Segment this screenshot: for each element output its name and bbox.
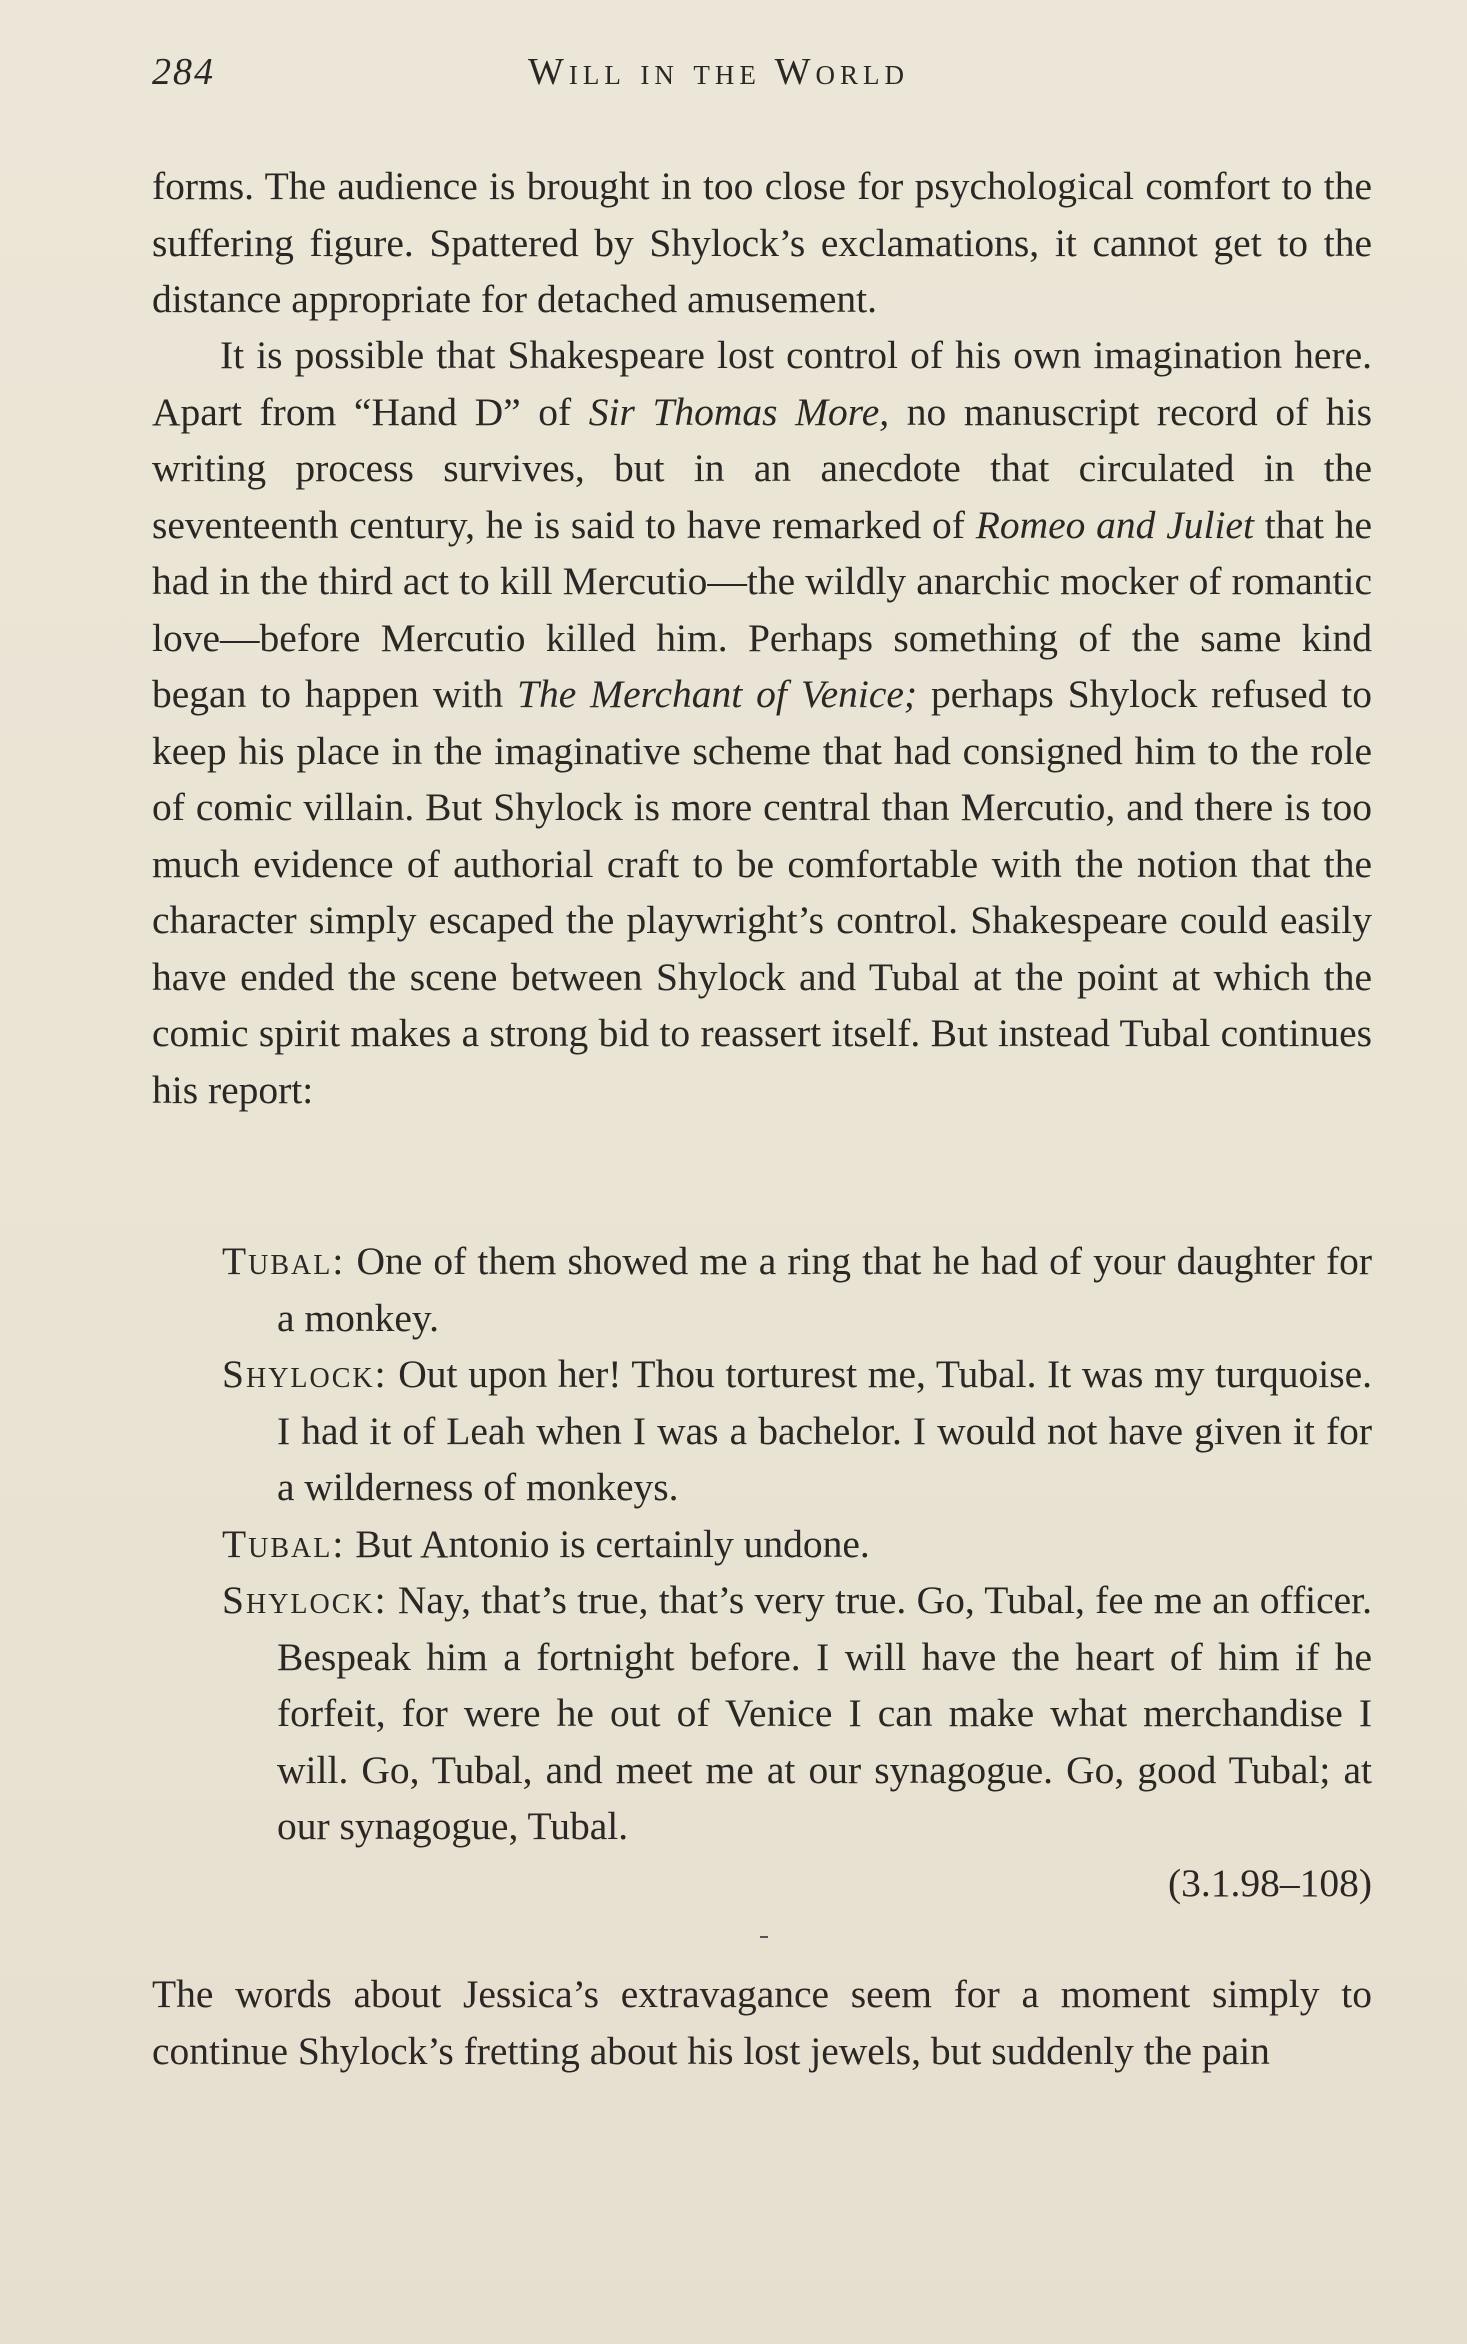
speech-text: But Antonio is certainly undone.: [355, 1521, 870, 1566]
speaker-name: Tubal:: [222, 1521, 346, 1566]
speech-text: One of them showed me a ring that he had of your daughter for a monkey.: [277, 1239, 1373, 1340]
speech-text: Nay, that’s true, that’s very true. Go, Tubal, fee me an officer. Bespeak him a fortnight before. I will have the heart of him if he forfeit, for were he out of Venice I can make what merchandise I will. Go, Tubal, and meet me at our synagogue. Go, good Tubal; at our synagogue, Tubal.: [277, 1578, 1373, 1848]
running-head: Will in the World: [528, 51, 909, 93]
section-mark: [760, 1936, 768, 1938]
paragraph-2-text-1: It is possible that Shakespeare lost control of his own imagination here. Apart from “Hand D” of: [152, 333, 1372, 434]
paragraph-2: [152, 327, 1372, 1118]
speech-line: [222, 1233, 1372, 1346]
title-romeo-and-juliet: Romeo and Juliet: [975, 502, 1254, 547]
speaker-name: Shylock:: [222, 1578, 388, 1622]
paragraph-1: forms. The audience is brought in too close for psychological comfort to the suffering figure. Spattered by Shylock’s exclamations, it cannot get to the distance appropriate for detached amusement.: [152, 164, 1372, 321]
paragraph-2-text-4: perhaps Shylock refused to keep his place in the imaginative scheme that had consigned him to the role of comic villain. But Shylock is more central than Mercutio, and there is too much evidence of authorial craft to be comfortable with the notion that the character simply escaped the playwright’s control. Shakespeare could easily have ended the scene between Shylock and Tubal at the point at which the comic spirit makes a strong bid to reassert itself. But instead Tubal continues his report:: [152, 672, 1372, 1112]
citation: (3.1.98–108): [1167, 1860, 1372, 1905]
block-quotation: [222, 1233, 1372, 1911]
speech-line: [222, 1516, 1372, 1573]
title-sir-thomas-more: Sir Thomas More,: [588, 389, 890, 434]
speech-line: [222, 1346, 1372, 1516]
speaker-name: Shylock:: [222, 1352, 388, 1396]
page-number: 284: [152, 51, 215, 93]
paragraph-2-text-3: that he had in the third act to kill Mercutio—the wildly anarchic mocker of romantic love—before Mercutio killed him. Perhaps something of the same kind began to happen with: [152, 502, 1372, 716]
paragraph-2-text-2: no manuscript record of his writing process survives, but in an anecdote that circulated in the seventeenth century, he is said to have remarked of: [152, 389, 1372, 547]
title-merchant-of-venice: The Merchant of Venice;: [517, 672, 918, 716]
speech-line: [222, 1572, 1372, 1855]
speech-text: Out upon her! Thou torturest me, Tubal. It was my turquoise. I had it of Leah when I was a bachelor. I would not have given it for a wilderness of monkeys.: [277, 1352, 1373, 1509]
speaker-name: Tubal:: [222, 1239, 346, 1283]
paragraph-3: The words about Jessica’s extravagance seem for a moment simply to continue Shylock’s fretting about his lost jewels, but suddenly the pain: [152, 1972, 1372, 2073]
